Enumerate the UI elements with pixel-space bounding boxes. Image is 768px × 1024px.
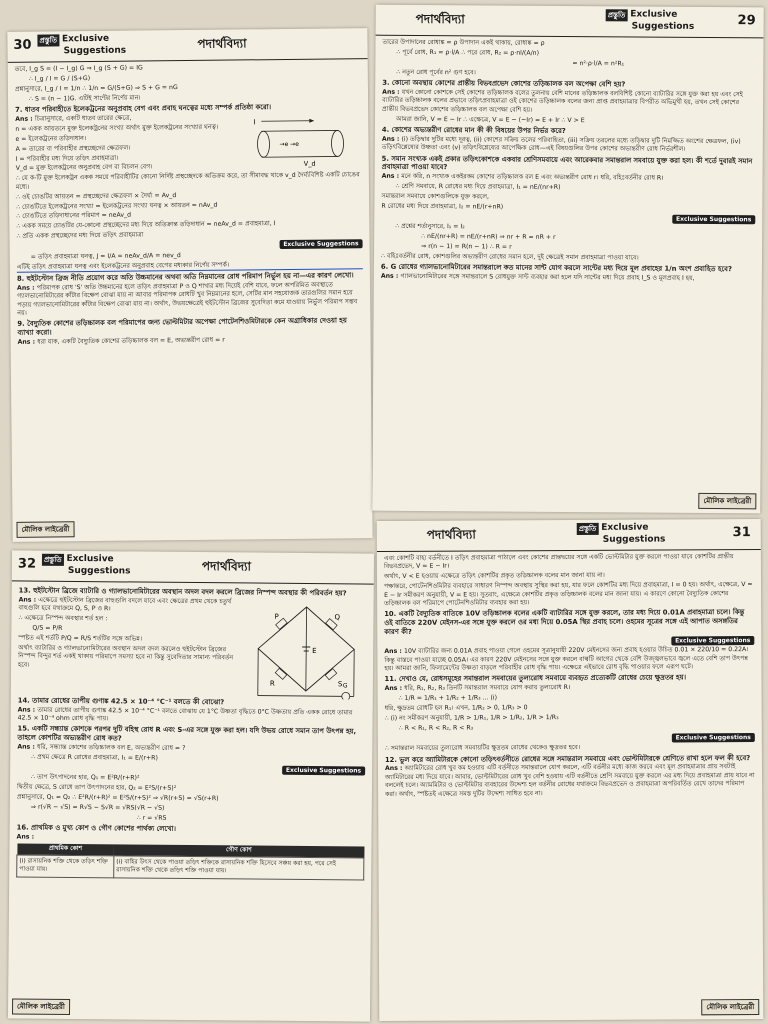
library-footer: মৌলিক লাইব্রেরী [12, 998, 70, 1015]
brand-line1: Exclusive [630, 9, 678, 20]
text-line: ∴ r = √RS [136, 814, 167, 822]
galv-wire [258, 695, 354, 696]
text-line: ∴ সমান্তরাল সমবায়ের তুল্যরোধ সমবায়টির ক্ষুদ্রতম রোধের থেকেও ক্ষুদ্রতর হবে। [384, 744, 581, 753]
question-5: 5. সমান সংখ্যক একই প্রকার তড়িৎকোশকে একবার শ্রেণিসমবায়ে এবং আরেকবার সমান্তরাল সমবায়ে যুক্ত করা হল। কী শর্তে দুবারই সমান প্রবাহমাত্রা পাওয়া যাবে? [381, 154, 753, 172]
subject-title: পদার্থবিদ্যা [426, 527, 476, 542]
text-line: এটিই তড়িৎ প্রবাহমাত্রা ঘনত্ব এবং ইলেকট্রনের অনুপ্রবাহ বেগের মধ্যকার নির্ণেয় সম্পর্ক। [17, 260, 363, 273]
question-14: 14. তামার রোধের তাপীয় গুণাঙ্ক 42.5 × 10⁻⁴ °C⁻¹ বলতে কী বোঝো? [17, 696, 225, 707]
brand-logo [606, 9, 695, 32]
question-12: 12. ভুল করে অ্যামিটারকে কোনো তড়িৎবর্তনীতে রোধের সঙ্গে সমান্তরাল সমবায়ে এবং ভোল্টমিটারকে শ্রেণিতে রাখা হলে ফল কী হবে? [384, 753, 751, 764]
page-body [377, 550, 762, 804]
table-cell: (i) বাহির উৎস থেকে পাওয়া তড়িৎ শক্তিকে রাসায়নিক শক্তি হিসেবে সঞ্চয় করা হয়, পরে সেই রাসায়নিক শক্তি থেকে তড়িৎ শক্তি পাওয়া যায়। [114, 856, 364, 880]
answer-text: অ্যামিটারের রোধ খুব কম হওয়ায় এটি বর্তনীতে সমান্তরালে যোগ করলে, এটি বর্তনীর মধ্যে কাজ করবে এবং মূল প্রবাহমাত্রার প্রায় সবটাই অ্যামিটারের মধ্য দিয়ে যাবে। আবার, ভোল্টমিটারের রোধ খুব বেশি হওয়ায় এটি বর্তনীতে শ্রেণি সমবায়ে যুক্ত করলে এর মধ্য দিয়ে প্রবাহমাত্রা প্রায় যাবে না বললেই চলে। অ্যামমিটার ও ভোল্টমিটার ব্যবহারের উদ্দেশ্য হল বর্তনীর রোধের যথাক্রমে বিভবপ্রভেদ ও প্রবাহমাত্রা অপরিবর্তিত রেখে তাদের পরিমাপ করা। অর্থাৎ, স্পষ্টতই এক্ষেত্রে সমস্ত দুটির উদ্দেশ্য সাধিত হবে না। [385, 763, 755, 798]
text-line: প্রশ্নানুসারে, Q₁ = Q₂ ∴ E²R/(r+R)² = E²S/(r+S)² ⇒ √R(r+S) = √S(r+R) [16, 793, 219, 803]
wheatstone-bridge-diagram [246, 598, 367, 699]
text-line: ∴ I_g / I = G / (S+G) [28, 74, 91, 83]
galvanometer-branch [306, 607, 307, 691]
text-line: ∴ তাপ উৎপাদনের হার, Q₁ = E²R/(r+R)² [31, 773, 140, 782]
ans-label: Ans : [17, 706, 38, 714]
text-line: আমরা জানি, V = E − Ir ∴ এক্ষেত্রে, V = E − (−Ir) = E + Ir ∴ V > E [395, 115, 585, 124]
exclusive-badge: Exclusive Suggestions [282, 766, 365, 776]
question-13: 13. হুইটস্টোন ব্রিজে ব্যাটারি ও গ্যালভানোমিটারের অবস্থান অদল বদল করলে ব্রিজের নিস্পন্দ অবস্থার কী পরিবর্তন হয়? [18, 586, 347, 598]
text-line: ∴ নতুন রোধ পূর্বের n² গুণ হবে। [396, 68, 476, 77]
text-line: R রোধের মধ্য দিয়ে প্রবাহমাত্রা, I₂ = nE/(r+nR) [381, 202, 504, 211]
text-line: ধরি, ক্ষুদ্রতম রোধটি হল R₁। এখন, 1/R₂ > 0, 1/R₃ > 0 [384, 704, 528, 713]
text-line: তবে, I_g S = (I − I_g) G ⇒ I_g (S + G) = IG [14, 64, 143, 73]
text-line: মনে করি, n সংখ্যক একইরকম কোশের তড়িচ্চালক বল E এবং অভ্যন্তরীণ রোধ r। ধরি, বহিঃবর্তনীর রোধ R। [401, 173, 664, 182]
page-number: 30 [13, 37, 32, 53]
text-line: ধরি, R₁, R₂, R₃ তিনটি সমান্তরাল সমবায়ে যোগ করায় তুল্যরোধ R। [404, 684, 571, 693]
ans-label: Ans : [15, 115, 35, 123]
text-line: ∴ R < R₁, R < R₂, R < R₃ [398, 724, 474, 732]
brand-tag: প্রস্তুতি [37, 34, 59, 46]
current-arrow [261, 121, 309, 122]
answer-text: (i) তড়িদ্বার দুটির মধ্যে দূরত্ব, (ii) কোশের সক্রিয় তলের পরিবাহিতা, (iii) সক্রিয় তরলের মধ্যে তড়িদ্বার দুটি নিমজ্জিত অংশের ক্ষেত্রফল, (iv) তড়িৎবিশ্লেষ্যের উষ্ণতা এবং (v) তড়িৎবিশ্লেষ্যের আপেক্ষিক রোধ—এই বিষয়গুলির উপর কোশের অভ্যন্তরীণ রোধ নির্ভরশীল। [381, 135, 741, 154]
question-3: 3. কোনো অবস্থায় কোশের প্রান্তীয় বিভবপ্রভেদ কোশের তড়িচ্চালক বল অপেক্ষা বেশি হয়? [382, 78, 626, 89]
current-label: I [253, 118, 256, 127]
text-line: ∴ প্রশ্নের শর্তানুসারে, I₁ = I₂ [395, 223, 465, 231]
text-line: দ্বিতীয় ক্ষেত্রে, S রোধে তাপ উৎপাদনের হার, Q₂ = E²S/(r+S)² [16, 783, 177, 792]
text-line: ∴ (i) নং সমীকরণ অনুযায়ী, 1/R > 1/R₁, 1/R > 1/R₂, 1/R > 1/R₃ [384, 714, 559, 722]
subject-title: পদার্থবিদ্যা [197, 36, 247, 51]
page-body [9, 581, 374, 883]
page-number: 31 [732, 525, 751, 541]
text-line: ধরি, সন্ধ্যান্ত কোশের তড়িচ্চালক বল E, অভ্যন্তরীণ রোধ = ? [36, 743, 186, 752]
label-r: R [269, 679, 275, 688]
brand-line2: Suggestions [67, 565, 131, 577]
brand-line2: Suggestions [602, 534, 666, 545]
page-30 [7, 28, 372, 542]
wire-diagram [251, 112, 362, 171]
ans-label: Ans : [381, 135, 402, 143]
brand-logo [37, 34, 126, 57]
subject-title: পদার্থবিদ্যা [415, 11, 465, 27]
comparison-table [16, 844, 364, 880]
answer-7 [15, 112, 363, 273]
ans-label: Ans : [17, 338, 38, 346]
text-line: ∴ ওই চোঙটির আয়তন = প্রস্থচ্ছেদের ক্ষেত্রফল × দৈর্ঘ্য = Av_d [16, 191, 177, 201]
label-g: G [342, 682, 348, 690]
answer-text: গ্যালভানোমিটারের সঙ্গে সমান্তরালে S রোধযুক্ত সান্ট ব্যবহার করা হলে যদি সান্টের মধ্য দিয়ে প্রবাহ I_S ও মূলপ্রবাহ I হয়, [400, 273, 695, 283]
table-header: প্রাথমিক কোশ [17, 844, 114, 856]
question-8: 8. হুইটস্টোন ব্রিজ নীতি প্রয়োগ করে অতি উচ্চমানের অথবা অতি নিম্নমানের রোধ পরিমাপ নির্ভুল হয় না—এর কারণ লেখো। [16, 271, 354, 283]
page-header [7, 28, 367, 63]
text-line: ∴ প্রতি একক প্রস্থচ্ছেদের মধ্য দিয়ে তড়িৎ প্রবাহমাত্রা [16, 231, 144, 241]
text-line: ∴ একক সময়ে চোঙটির যে-কোনো প্রস্থচ্ছেদের মধ্য দিয়ে অতিক্রান্ত তড়িদাধান = neAv_d = প্রবাহমাত্রা, I [16, 220, 276, 231]
table-header: গৌণ কোশ [114, 845, 364, 858]
brand-line1: Exclusive [66, 553, 114, 565]
page-header [12, 550, 374, 584]
text-line: ∴ এক্ষেত্রে নিস্পন্দ অবস্থার শর্ত হল : [18, 614, 108, 623]
text-line: ∴ পূর্বে রোধ, R₁ = ρ·l/A ∴ পরে রোধ, R₂ = ρ·nl/(A/n) [396, 48, 540, 57]
label-s: S [337, 680, 343, 689]
text-line: ∴ প্রথম ক্ষেত্রে R রোধের প্রবাহমাত্রা, I₁ = E/(r+R) [31, 753, 158, 762]
ans-label: Ans : [384, 648, 405, 656]
label-q: Q [334, 613, 341, 622]
question-10: 10. একটি বৈদ্যুতিক বাতিকে 10V তড়িচ্চালক বলের একটি ব্যাটারির সঙ্গে যুক্ত করলে, তার মধ্য দিয়ে 0.01A প্রবাহমাত্রা চলে। কিন্তু ওই বাতিকে 220V মেইনস-এর সঙ্গে যুক্ত করলে ওর মধ্য দিয়ে 0.05A স্থির প্রবাহ চলে। ওহমের সূত্রের সঙ্গে এই আপাত অসঙ্গতির কারণ কী? [384, 608, 745, 637]
text-line: স্পষ্টত এই শর্তটি P/Q = R/S শর্তটির সঙ্গে অভিন্ন। [18, 634, 143, 643]
text-line: ⇒ r(n − 1) = R(n − 1) ∴ R = r [421, 243, 512, 251]
brand-logo [577, 522, 666, 544]
text-line: এক্ষেত্রে হুইটস্টোন ব্রিজের বাহুগুলি বদলে যাবে এবং ক্ষেত্রের প্রথম থেকে চতুর্থ বাহুগুলি হবে যথাক্রমে Q, S, P ও R। [18, 596, 232, 613]
text-line: ∴ বহিঃবর্তনীর রোধ, কোশগুলির অভ্যন্তরীণ রোধের সমান হলে, দুই ক্ষেত্রেই সমান প্রবাহমাত্রা পাওয়া যাবে। [380, 252, 639, 262]
answer-text: ধরা যাক, একটি বৈদ্যুতিক কোশের তড়িচ্চালক বল = E, অভ্যন্তরীণ রোধ = r [37, 336, 225, 346]
page-31 [377, 519, 764, 1021]
page-body [8, 59, 371, 352]
galvanometer-icon [342, 692, 350, 699]
ans-label: Ans : [384, 685, 405, 693]
cross-section [257, 131, 269, 157]
ans-label: Ans : [380, 272, 401, 281]
text-line: ∴ যে ক-টি মুক্ত ইলেকট্রন একক সময়ে পরিবাহীটির কোনো নির্দিষ্ট প্রস্থচ্ছেদকে অতিক্রম করে, তা সীমাবদ্ধ থাকে v_d দৈর্ঘ্যবিশিষ্ট একটি চোঙের মধ্যে। [15, 171, 360, 191]
label-e: E [312, 646, 317, 655]
ans-label: Ans : [18, 596, 39, 604]
text-line: ∴ শ্রেণি সমবায়ে, R রোধের মধ্য দিয়ে প্রবাহমাত্রা, I₁ = nE/(nr+R) [395, 182, 561, 192]
question-6: 6. G রোধের গ্যালভানোমিটারের সমান্তরালে কত মানের সান্ট যোগ করলে সান্টের মধ্য দিয়ে মূল প্রবাহের 1/n অংশ প্রবাহিত হবে? [380, 263, 732, 274]
ans-label: Ans : [16, 833, 35, 841]
text-line: তারের উপাদানের রোধাঙ্ক = ρ উপাদান একই থাকায়, রোধাঙ্ক = ρ [382, 38, 545, 47]
label-p: P [274, 612, 279, 621]
brand-logo [42, 554, 131, 577]
library-footer: মৌলিক লাইব্রেরী [698, 493, 756, 509]
ans-label: Ans : [384, 765, 405, 773]
page-29 [372, 5, 764, 514]
ans-label: Ans : [381, 172, 402, 181]
drift-label: V_d [303, 159, 316, 168]
question-16: 16. প্রাথমিক ও মুখ্য কোশ ও গৌণ কোশের পার্থক্য লেখো। [16, 823, 177, 834]
answer-text: তামার রোধের তাপীয় গুণাঙ্ক 42.5 × 10⁻⁴ °C⁻¹ বলতে বোঝায় যে 1°C উষ্ণতা বৃদ্ধিতে 0°C উষ্ণতায় প্রতি একক রোধে তামার 42.5 × 10⁻⁴ ohm রোধ বৃদ্ধি পায়। [17, 706, 353, 723]
page-number: 29 [737, 13, 756, 29]
ans-label: Ans : [382, 88, 402, 96]
text-line: প্রশ্নানুসারে, I_g / I = 1/n ∴ 1/n = G/(S+G) ⇒ S + G = nG [14, 83, 178, 93]
arrow-head-icon [309, 119, 314, 123]
ans-label: Ans : [17, 743, 38, 751]
text-line: ∴ nE/(nr+R) = nE/(r+nR) ⇒ nr + R = nR + r [421, 233, 556, 242]
wire-edge [261, 130, 337, 131]
subject-title: পদার্থবিদ্যা [201, 559, 252, 574]
answer-text: যখন কোনো কোশকে সেই কোশের তড়িচ্চালক বলের তুলনায় বেশি মানের তড়িচ্চালক বলবিশিষ্ট কোনো ব্যাটারির সঙ্গে যুক্ত করা হয় এবং সেই ব্যাটারির তড়িচ্চালক বলের প্রভাবে তড়িৎপ্রবাহমাত্রা ওই কোশের তড়িচ্চালক বলের জন্য প্রাপ্ত প্রবাহমাত্রার বিপরীত অভিমুখী হয়, তখন সেই কোশের প্রান্তীয় বিভবপ্রভেদ কোশের তড়িচ্চালক বল অপেক্ষা বেশি হয়। [382, 88, 743, 114]
text-line: ⇒ r(√R − √S) = R√S − S√R = √RS(√R − √S) [30, 803, 165, 812]
text-line: অর্থাৎ ব্যাটারির ও গ্যালভানোমিটারের অবস্থান অদল বদল করলেও হুইটস্টোন ব্রিজের নিস্পন্দ বিন্দুর শর্ত একই থাকায় পরিমাপে সমস্যা হবে না কিন্তু সুবেদিতার সামান্য পরিবর্তন হবে। [18, 644, 234, 669]
exclusive-badge: Exclusive Suggestions [672, 215, 755, 225]
brand-tag: প্রস্তুতি [42, 554, 64, 566]
brand-line1: Exclusive [61, 33, 110, 45]
text-line: I = পরিবাহীর মধ্য দিয়ে তড়িৎ প্রবাহমাত্রা। [15, 154, 119, 163]
text-line: V_d = মুক্ত ইলেকট্রনের অনুপ্রবাহ বেগ বা বিচলন বেগ। [15, 163, 153, 173]
cross-section [331, 130, 343, 156]
page-header [376, 5, 764, 39]
brand-tag: প্রস্তুতি [577, 523, 599, 535]
page-body [374, 36, 764, 289]
resistor-r-icon [275, 668, 286, 679]
text-line: ∴ চোঙটিতে ইলেকট্রনের সংখ্যা = ইলেকট্রনের সংখ্যা ঘনত্ব × আয়তন = nAv_d [16, 201, 218, 211]
text-line: n = একক আয়তনে মুক্ত ইলেকট্রনের সংখ্যা অর্থাৎ মুক্ত ইলেকট্রনের সংখ্যার ঘনত্ব। [15, 123, 219, 133]
library-footer: মৌলিক লাইব্রেরী [16, 521, 74, 538]
ans-label: Ans : [16, 284, 37, 292]
text-line: চিত্রানুসারে, একটি ধাতব তারের ক্ষেত্রে, [34, 114, 132, 123]
text-line: ∴ 1/R = 1/R₁ + 1/R₂ + 1/R₃ ... (i) [398, 694, 498, 703]
text-line: A = তারের বা পরিবাহীর প্রস্থচ্ছেদের ক্ষেত্রফল। [15, 144, 131, 153]
text-line: পক্ষান্তরে, পোটেনশিওমিটার ব্যবহারে সাধারণ নিস্পন্দ অবস্থায় সুস্থির করা হয়, যার ফলে কোশটির মধ্য দিয়ে প্রবাহমাত্রা, I = 0 হয়। অর্থাৎ, এক্ষেত্রে, V = E − Ir সমীকরণ অনুযায়ী, V = E হয়। সুতরাং, এক্ষেত্রে কোশটির প্রকৃত তড়িচ্চালক বলের মান জানা যায়। এ কারণে কোনো বৈদ্যুতিক কোশের তড়িচ্চালক বল পরিমাপে পোটেনশিওমিটার ব্যবহার করা হয়। [384, 581, 753, 608]
exclusive-badge: Exclusive Suggestions [672, 733, 755, 742]
electron-label: →e →e [279, 140, 299, 148]
text-line: Q/S = P/R [32, 624, 63, 632]
text-line: ∴ চোঙটিতে তড়িদাধানের পরিমাণ = neAv_d [16, 212, 132, 221]
answer-text: পরিমাপক রোধ 'S' অতি উচ্চমানের হলে তড়িৎ প্রবাহমাত্রা P ও Q শাখার মধ্য দিয়েই বেশি যাবে, ফলে অপরিমিত অবস্থাতে গ্যালভানোমিটারের কাঁটার বিক্ষেপ বোঝা যায় না আবার পরিমাপক রোধটি খুব নিম্নমানের হলে, সেটির মান সহযোজক তারগুলির সমান হয়ে পড়ায় গ্যালভানোমিটারের কাঁটার বিক্ষেপ বোঝা যায় না। অর্থাৎ, উভয়ক্ষেত্রেই হুইটস্টোন ব্রিজের সুবেদিতা কমে যাওয়ায় নির্ভুল পরিমাপ সম্ভব নয়। [17, 281, 358, 317]
question-11: 11. দেখাও যে, রোধসমূহের সমান্তরাল সমবায়ের তুল্যরোধ সমবায়ে ব্যবহৃত প্রত্যেকটি রোধের চেয়ে ক্ষুদ্রতর হয়। [384, 673, 687, 684]
table-cell: (i) রাসায়নিক শক্তি থেকে তড়িৎ শক্তি পাওয়া যায়। [17, 855, 114, 878]
brand-line2: Suggestions [63, 45, 127, 57]
resistor-s-icon [325, 668, 337, 679]
page-number: 32 [17, 556, 37, 572]
question-7: 7. ধাতব পরিবাহীতে ইলেকট্রনের অনুপ্রবাহ বেগ এবং প্রবাহ ঘনত্বের মধ্যে সম্পর্ক প্রতিষ্ঠা করো। [15, 103, 272, 114]
text-line: এবং কোশটি বাহ্য বর্তনীতে I তড়িৎ প্রবাহমাত্রা পাঠালে এবং কোশের প্রান্তদ্বয়ের সঙ্গে একটি ভোল্টমিটার যুক্ত করলে পাওয়া যাবে কোশটির প্রান্তীয় বিভবপ্রভেদ, V = E − Ir। [383, 553, 734, 571]
text-line: ∴ S = (n − 1)G. এটিই সান্টের নির্ণেয় মান। [29, 94, 141, 103]
text-line: = তড়িৎ প্রবাহমাত্রা ঘনত্ব, J = I/A = neAv_d/A = nev_d [30, 251, 181, 261]
question-4: 4. কোশের অভ্যন্তরীণ রোধের মান কী কী বিষয়ের উপর নির্ভর করে? [381, 125, 566, 136]
page-header [377, 519, 761, 552]
question-15: 15. একটি সন্ধ্যান্ত কোশকে পরপর দুটি বহিস্থ রোধ R এবং S-এর সঙ্গে যুক্ত করা হল। যদি উভয় রোধে সমান তাপ উৎপন্ন হয়, তাহলে কোশটির অভ্যন্তরীণ রোধ কত? [17, 724, 357, 743]
text-line: সমান্তরাল সমবায়ে কোশগুলিকে যুক্ত করলে, [381, 192, 489, 201]
question-9: 9. বৈদ্যুতিক কোশের তড়িচ্চালক বল পরিমাপের জন্য ভোল্টমিটার অপেক্ষা পোটেনশিওমিটারকে কেন অগ্রাধিকার দেওয়া হয় ব্যাখ্যা করো। [17, 316, 347, 337]
exclusive-badge: Exclusive Suggestions [671, 636, 754, 645]
page-32 [8, 550, 374, 1021]
library-footer: মৌলিক লাইব্রেরী [701, 999, 759, 1015]
brand-line1: Exclusive [601, 522, 649, 533]
table-row [17, 855, 364, 880]
brand-line2: Suggestions [631, 21, 695, 32]
answer-text: 10V ব্যাটারির জন্য 0.01A প্রবাহ পাওয়া গেলে ওহমের সূত্রানুযায়ী 220V মেইনসের জন্য প্রবাহ হওয়ার উচিত 0.01 × 220/10 = 0.22A। কিন্তু বাস্তবে পাওয়া যাচ্ছে 0.05A। এর কারণ 220V মেইনসের সঙ্গে যুক্ত করলে বাল্বটি আগের থেকে বেশি উজ্জ্বলভাবে জ্বলে এতে বেশি তাপ উৎপন্ন হয়। আমরা জানি, ফিলামেন্টের উষ্ণতা বাড়লে পরিবাহীর রোধ বৃদ্ধি পায়। এক্ষেত্রে এইভাবে রোধ বৃদ্ধি পাওয়ার ফলে এরূপ ঘটে। [384, 646, 749, 673]
wire-edge [262, 156, 338, 157]
text-line: অর্থাৎ, V < E হওয়ায় এক্ষেত্রে তড়িৎ কোশটির প্রকৃত তড়িচ্চালক বলের মান জানা যায় না। [383, 572, 605, 581]
text-line: = n²·ρ·l/A = n²R₁ [572, 59, 625, 68]
text-line: e = ইলেকট্রনের তড়িদাধান। [15, 134, 87, 143]
exclusive-badge: Exclusive Suggestions [279, 239, 362, 249]
brand-tag: প্রস্তুতি [606, 9, 628, 21]
